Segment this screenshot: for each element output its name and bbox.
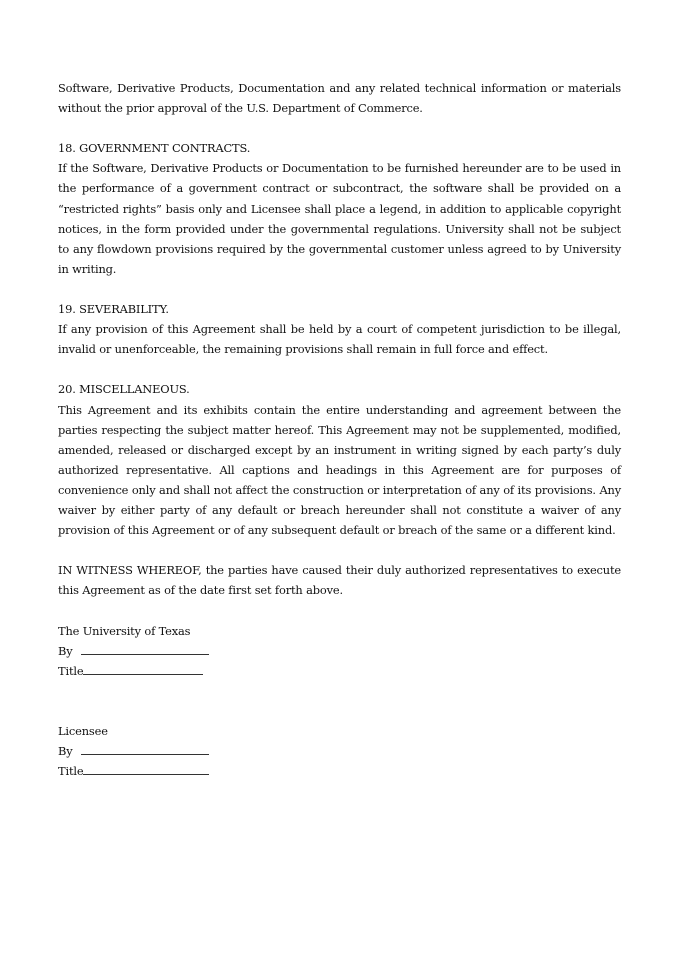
signature-title-row [58, 761, 621, 781]
spacer [58, 118, 621, 138]
section-body: If the Software, Derivative Products or Documentation to be furnished hereunder are to be used in the performance of a government contract or subcontract, the software shall be provided on a “restricted rights” basis only and Licensee shall place a legend, in addition to applicable copyright notices, in the form provided under the governmental regulations. University shall not be subject to any flowdown provisions required by the governmental customer unless agreed to by University in writing. [58, 161, 621, 276]
by-signature-line[interactable] [81, 741, 209, 755]
section-severability [58, 299, 621, 359]
spacer [58, 540, 621, 560]
document-page [58, 78, 621, 781]
section-miscellaneous [58, 379, 621, 540]
signature-party-name: The University of Texas [58, 623, 191, 638]
spacer [58, 681, 621, 721]
by-label: By [58, 643, 73, 658]
intro-paragraph: Software, Derivative Products, Documentation and any related technical information or materials without the prior approval of the U.S. Department of Commerce. [58, 81, 621, 116]
signature-by-row [58, 641, 621, 661]
signature-party-name: Licensee [58, 724, 108, 738]
title-signature-line[interactable] [83, 761, 209, 775]
section-heading: 20. MISCELLANEOUS. [58, 382, 190, 397]
signature-block-university [58, 621, 621, 681]
section-body: If any provision of this Agreement shall be held by a court of competent jurisdiction to be illegal, invalid or unenforceable, the remaining provisions shall remain in full force and effect. [58, 322, 621, 357]
title-label: Title [58, 764, 84, 779]
title-signature-line[interactable] [83, 661, 203, 675]
signature-title-row [58, 661, 621, 681]
signature-block-licensee [58, 721, 621, 781]
spacer [58, 279, 621, 299]
signature-by-row [58, 741, 621, 761]
by-label: By [58, 744, 73, 759]
by-signature-line[interactable] [81, 641, 209, 655]
section-body: This Agreement and its exhibits contain the entire understanding and agreement between the parties respecting the subject matter hereof. This Agreement may not be supplemented, modified, amended, released or discharged except by an instrument in writing signed by each party’s duly authorized representative. All captions and headings in this Agreement are for purposes of convenience only and shall not affect the construction or interpretation of any of its provisions. Any waiver by either party of any default or breach hereunder shall not constitute a waiver of any provision of this Agreement or of any subsequent default or breach of the same or a different kind. [58, 402, 621, 538]
spacer [58, 600, 621, 620]
section-heading: 18. GOVERNMENT CONTRACTS. [58, 141, 251, 156]
section-heading: 19. SEVERABILITY. [58, 302, 169, 317]
witness-paragraph: IN WITNESS WHEREOF, the parties have caused their duly authorized representatives to execute this Agreement as of the date first set forth above. [58, 563, 621, 598]
section-government-contracts [58, 138, 621, 279]
spacer [58, 359, 621, 379]
title-label: Title [58, 663, 84, 678]
